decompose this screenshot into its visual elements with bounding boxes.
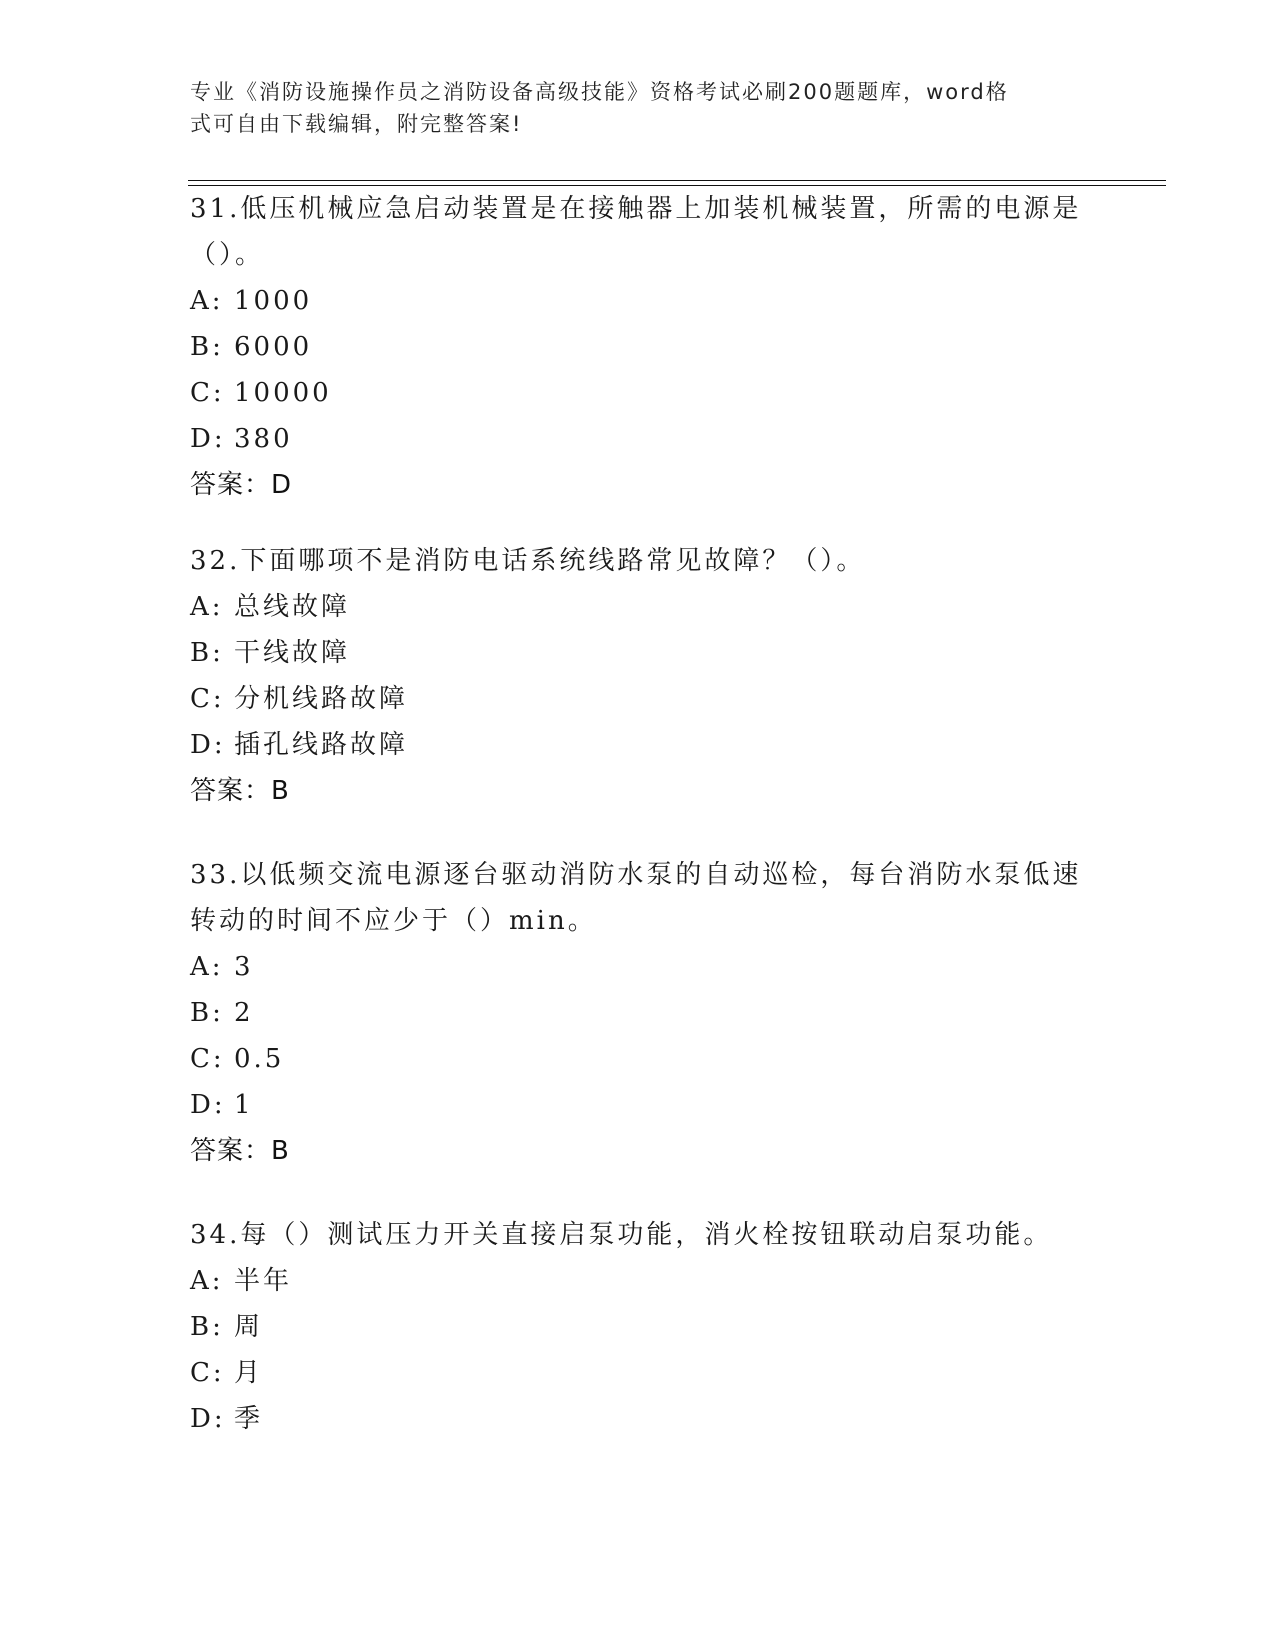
question-text-line-1: 33.以低频交流电源逐台驱动消防水泵的自动巡检，每台消防水泵低速 xyxy=(190,860,1082,890)
option-key: B: xyxy=(190,998,224,1028)
answer-label: 答案：B xyxy=(190,776,290,806)
option-key: B: xyxy=(190,332,224,362)
option-text: 分机线路故障 xyxy=(234,684,409,714)
option-text: 0.5 xyxy=(234,1044,285,1074)
option-key: C: xyxy=(190,378,225,408)
option-key: C: xyxy=(190,1044,225,1074)
option-key: D: xyxy=(190,424,226,454)
option-key: A: xyxy=(190,592,224,622)
option-text: 插孔线路故障 xyxy=(234,730,409,760)
option-a xyxy=(190,944,1090,990)
option-b xyxy=(190,1304,1090,1350)
option-text: 10000 xyxy=(234,378,332,408)
option-text: 周 xyxy=(234,1312,264,1342)
option-key: B: xyxy=(190,1312,224,1342)
option-a xyxy=(190,584,1090,630)
option-text: 1000 xyxy=(234,286,313,316)
option-key: D: xyxy=(190,1090,226,1120)
option-b xyxy=(190,630,1090,676)
option-key: D: xyxy=(190,1404,226,1434)
option-c xyxy=(190,1350,1090,1396)
option-d xyxy=(190,722,1090,768)
question-31 xyxy=(190,186,1090,508)
option-text: 6000 xyxy=(234,332,313,362)
option-text: 干线故障 xyxy=(234,638,351,668)
option-d xyxy=(190,1396,1090,1442)
answer-label: 答案：B xyxy=(190,1136,290,1166)
option-a xyxy=(190,278,1090,324)
option-text: 总线故障 xyxy=(234,592,351,622)
option-a xyxy=(190,1258,1090,1304)
question-text-line-2: （）。 xyxy=(190,240,265,270)
option-key: C: xyxy=(190,1358,225,1388)
question-text-line-1: 32.下面哪项不是消防电话系统线路常见故障？（）。 xyxy=(190,546,866,576)
option-c xyxy=(190,676,1090,722)
question-text-line-2: 转动的时间不应少于（）min。 xyxy=(190,906,597,936)
question-34 xyxy=(190,1212,1090,1442)
option-d xyxy=(190,1082,1090,1128)
question-32 xyxy=(190,538,1090,814)
header-line-1: 专业《消防设施操作员之消防设备高级技能》资格考试必刷200题题库，word格 xyxy=(190,80,1009,104)
question-text-line-1: 31.低压机械应急启动装置是在接触器上加装机械装置，所需的电源是 xyxy=(190,194,1082,224)
option-text: 380 xyxy=(234,424,293,454)
option-text: 季 xyxy=(234,1404,264,1434)
option-b xyxy=(190,324,1090,370)
option-text: 1 xyxy=(234,1090,254,1120)
option-text: 3 xyxy=(234,952,254,982)
option-c xyxy=(190,1036,1090,1082)
option-key: A: xyxy=(190,286,224,316)
option-text: 2 xyxy=(234,998,254,1028)
option-key: A: xyxy=(190,1266,224,1296)
option-key: B: xyxy=(190,638,224,668)
question-33 xyxy=(190,852,1090,1174)
option-d xyxy=(190,416,1090,462)
header-divider-top xyxy=(188,180,1166,181)
option-key: C: xyxy=(190,684,225,714)
question-text-line-1: 34.每（）测试压力开关直接启泵功能，消火栓按钮联动启泵功能。 xyxy=(190,1220,1053,1250)
header-line-2: 式可自由下载编辑，附完整答案! xyxy=(190,112,523,136)
option-key: A: xyxy=(190,952,224,982)
option-key: D: xyxy=(190,730,226,760)
option-b xyxy=(190,990,1090,1036)
option-text: 月 xyxy=(234,1358,264,1388)
answer-label: 答案：D xyxy=(190,470,293,500)
option-text: 半年 xyxy=(234,1266,293,1296)
option-c xyxy=(190,370,1090,416)
document-header xyxy=(190,76,1090,140)
